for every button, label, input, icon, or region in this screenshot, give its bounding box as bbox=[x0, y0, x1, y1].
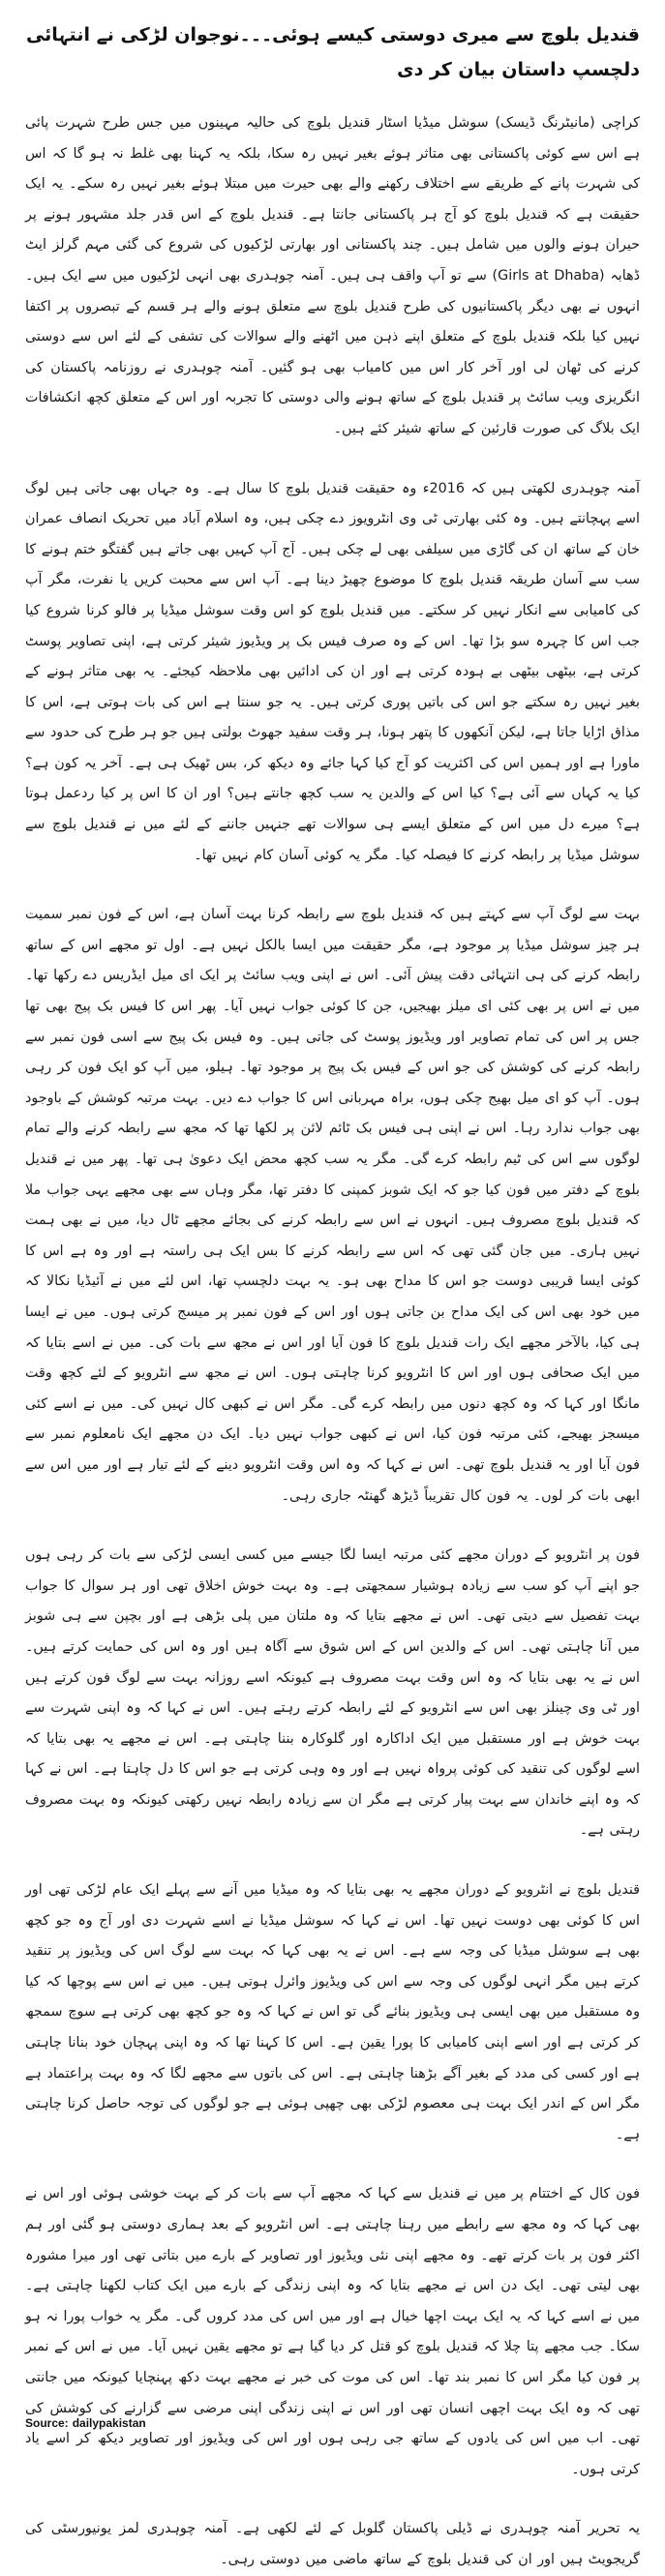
article-paragraph-5: قندیل بلوچ نے انٹرویو کے دوران مجھے یہ بھی بتایا کہ وہ میڈیا میں آنے سے پہلے ایک عام لڑکی تھی اور اس کا کوئی بھی دوست نہیں تھا۔ اس نے کہا کہ سوشل میڈیا نے اسے شہرت دی اور آج وہ جو کچھ بھی ہے سوشل میڈیا کی وجہ سے ہے۔ اس نے یہ بھی کہا کہ بہت سے لوگ اس کی ویڈیوز پر تنقید کرتے ہیں مگر انہی لوگوں کی وجہ سے اس کی ویڈیوز وائرل ہوتی ہیں۔ میں نے اس سے پوچھا کہ کیا وہ مستقبل میں بھی ایسی ہی ویڈیوز بنائے گی تو اس نے کہا کہ وہ جو کچھ بھی کرتی ہے سوچ سمجھ کر کرتی ہے اور اسے اپنی کامیابی کا پورا یقین ہے۔ اس کا کہنا تھا کہ وہ اپنی پہچان خود بنانا چاہتی ہے اور کسی کی مدد کے بغیر آگے بڑھنا چاہتی ہے۔ اس کی باتوں سے مجھے لگا کہ وہ بہت پراعتماد ہے مگر اس کے اندر ایک بہت ہی معصوم لڑکی بھی چھپی ہوئی ہے جو لوگوں کی توجہ حاصل کرنا چاہتی ہے۔ bbox=[25, 1882, 640, 2142]
article-paragraph-1: کراچی (مانیٹرنگ ڈیسک) سوشل میڈیا اسٹار قندیل بلوچ کی حالیہ مہینوں میں جس طرح شہرت پائی ہے اس سے کوئی پاکستانی بھی متاثر ہوئے بغیر نہیں رہ سکا، بلکہ یہ کہنا بھی غلط نہ ہو گا کہ اس کی شہرت پانے کے طریقے سے اختلاف رکھنے والے بھی حیرت میں مبتلا ہوئے بغیر نہیں رہ سکے۔ یہ ایک حقیقت ہے کہ قندیل بلوچ کو آج ہر پاکستانی جانتا ہے۔ قندیل بلوچ کے اس قدر جلد مشہور ہونے پر حیران ہونے والوں میں شامل ہیں۔ چند پاکستانی اور بھارتی لڑکیوں کی شروع کی گئی مہم گرلز ایٹ ڈھابہ (Girls at Dhaba) سے تو آپ واقف ہی ہیں۔ آمنہ چوہدری بھی انہی لڑکیوں میں سے ایک ہیں۔ انہوں نے بھی دیگر پاکستانیوں کی طرح قندیل بلوچ سے متعلق ہونے والے ہر قسم کے تبصروں پر اکتفا نہیں کیا بلکہ قندیل بلوچ کے متعلق اپنے ذہن میں اٹھنے والے سوالات کی تشفی کے لئے اس سے دوستی کرنے کی ٹھان لی اور آخر کار اس میں کامیاب بھی ہو گئیں۔ آمنہ چوہدری نے روزنامہ پاکستان کی انگریزی ویب سائٹ پر قندیل بلوچ کے ساتھ ہونے والی دوستی کا تجربہ اور اس کے متعلق کچھ انکشافات ایک بلاگ کی صورت قارئین کے ساتھ شیئر کئے ہیں۔ bbox=[24, 115, 640, 436]
source-label: Source: bbox=[25, 2416, 69, 2430]
article-paragraph-2: آمنہ چوہدری لکھتی ہیں کہ 2016ء وہ حقیقت قندیل بلوچ کا سال ہے۔ وہ جہاں بھی جاتی ہیں لوگ اسے پہچانتے ہیں۔ وہ کئی بھارتی ٹی وی انٹرویوز دے چکی ہیں، وہ اسلام آباد میں تحریک انصاف عمران خان کے ساتھ ان کی گاڑی میں سیلفی بھی لے چکی ہیں۔ آج آپ کہیں بھی جاتے ہیں گفتگو ختم ہونے کا سب سے آسان طریقہ قندیل بلوچ کا موضوع چھیڑ دینا ہے۔ آپ اس سے محبت کریں یا نفرت، مگر آپ کی کامیابی سے انکار نہیں کر سکتے۔ میں قندیل بلوچ کو اس وقت سوشل میڈیا پر فالو کرنا شروع کیا جب اس کا چہرہ سو بڑا تھا۔ اس کے وہ صرف فیس بک پر ویڈیوز شیئر کرتی ہے، اپنی تصاویر پوسٹ کرتی ہے، بیٹھی بیٹھی بے ہودہ کرتی ہے اور ان کی ادائیں بھی ملاحظہ کیجئے۔ یہ بھی متاثر ہونے کے بغیر نہیں رہ سکتے جو اس کی باتیں پوری کرتی ہیں۔ یہ جو سنتا ہے اس کی بات ہوتی ہے، اس کا مذاق اڑایا جاتا ہے، لیکن آنکھوں کا پتھر ہونا، ہر وقت سفید جھوٹ بولتی ہیں جو ہر طرح کی حدود سے ماورا ہے اور ہمیں اس کی اکثریت کو آج کیا کہا جائے وہ دیکھ کر، بس ٹھیک ہی ہے۔ آخر یہ کون ہے؟ کیا یہ کہاں سے آئی ہے؟ کیا اس کے والدین یہ سب کچھ جانتے ہیں؟ اور ان کا اس پر کیا ردعمل ہوتا ہے؟ میرے دل میں اس کے متعلق ایسے ہی سوالات تھے جنہیں جاننے کے لئے میں نے قندیل بلوچ سے سوشل میڈیا پر رابطہ کرنے کا فیصلہ کیا۔ مگر یہ کوئی آسان کام نہیں تھا۔ bbox=[25, 480, 640, 863]
article-paragraph-6: فون کال کے اختتام پر میں نے قندیل سے کہا کہ مجھے آپ سے بات کر کے بہت خوشی ہوئی اور اس نے بھی کہا کہ وہ مجھ سے رابطے میں رہنا چاہتی ہے۔ اس انٹرویو کے بعد ہماری دوستی ہو گئی اور ہم اکثر فون پر بات کرتے تھے۔ وہ مجھے اپنی نئی ویڈیوز اور تصاویر کے بارے میں بتاتی تھی اور میرا مشورہ بھی لیتی تھی۔ ایک دن اس نے مجھے بتایا کہ وہ اپنی زندگی کے بارے میں ایک کتاب لکھنا چاہتی ہے۔ میں نے اسے کہا کہ یہ ایک بہت اچھا خیال ہے اور میں اس کی مدد کروں گی۔ مگر یہ خواب پورا نہ ہو سکا۔ جب مجھے پتا چلا کہ قندیل بلوچ کو قتل کر دیا گیا ہے تو مجھے یقین نہیں آیا۔ میں نے اس کے نمبر پر فون کیا مگر اس کا نمبر بند تھا۔ اس کی موت کی خبر نے مجھے بہت دکھ پہنچایا کیونکہ میں جانتی تھی کہ وہ ایک بہت اچھی انسان تھی اور اس نے اپنی زندگی اپنی مرضی سے گزارنے کی کوشش کی تھی۔ اب میں اس کی یادوں کے ساتھ جی رہی ہوں اور اس کی ویڈیوز اور تصاویر دیکھ کر اسے یاد کرتی ہوں۔ bbox=[25, 2186, 640, 2477]
article-headline: قندیل بلوچ سے میری دوستی کیسے ہوئی۔۔۔نوجوان لڑکی نے انتہائی دلچسپ داستان بیان کر دی bbox=[25, 24, 640, 80]
source-credit bbox=[25, 2416, 146, 2430]
article-paragraph-7: یہ تحریر آمنہ چوہدری نے ڈیلی پاکستان گلوبل کے لئے لکھی ہے۔ آمنہ چوہدری لمز یونیورسٹی کی گریجویٹ ہیں اور ان کی قندیل بلوچ کے ساتھ ماضی میں دوستی رہی۔ bbox=[25, 2521, 640, 2567]
article-paragraph-3: بہت سے لوگ آپ سے کہتے ہیں کہ قندیل بلوچ سے رابطہ کرنا بہت آسان ہے، اس کے فون نمبر سمیت ہر چیز سوشل میڈیا پر موجود ہے، مگر حقیقت میں ایسا بالکل نہیں ہے۔ اول تو مجھے اس کے ساتھ رابطہ کرنے کی ہی انتہائی دقت پیش آئی۔ اس نے اپنی ویب سائٹ پر ایک ای میل ایڈریس دے رکھا تھا۔ میں نے اس پر بھی کئی ای میلز بھیجیں، جن کا کوئی جواب نہیں آیا۔ پھر اس کا فیس بک پیج بھی تھا جس پر اس کی تمام تصاویر اور ویڈیوز پوسٹ کی جاتی ہیں۔ وہ فیس بک پیج سے اسی فون نمبر سے رابطہ کرنے کی کوشش کی جو اس کے فیس بک پیج پر موجود تھا۔ ہیلو، میں آپ کو ایک فون کر رہی ہوں۔ آپ کو ای میل بھیج چکی ہوں، براہ مہربانی اس کا جواب دے دیں۔ بہت مرتبہ کوشش کے باوجود بھی جواب ندارد رہا۔ اس نے اپنی ہی فیس بک ٹائم لائن پر لکھا تھا کہ مجھ سے رابطہ کرنے والے تمام لوگوں سے اس کی ٹیم رابطہ کرے گی۔ مگر یہ سب کچھ محض ایک دعویٰ ہی تھا۔ پھر میں نے قندیل بلوچ کے دفتر میں فون کیا جو کہ ایک شوبز کمپنی کا دفتر تھا، مگر وہاں سے بھی مجھے یہی جواب ملا کہ قندیل بلوچ مصروف ہیں۔ انہوں نے اس سے رابطہ کرنے کی بجائے مجھے ٹال دیا، میں نے بھی ہمت نہیں ہاری۔ میں جان گئی تھی کہ اس سے رابطہ کرنے کا بس ایک ہی راستہ ہے اور وہ ہے اس کا کوئی ایسا قریبی دوست جو اس کا مداح بھی ہو۔ یہ بہت دلچسپ تھا، اس لئے میں نے آئیڈیا نکالا کہ میں خود بھی اس کی ایک مداح بن جاتی ہوں اور اس کے فون نمبر پر میسج کرتی ہوں۔ میں نے ایسا ہی کیا، بالآخر مجھے ایک رات قندیل بلوچ کا فون آیا اور اس نے مجھ سے بات کی۔ میں نے اسے بتایا کہ میں ایک صحافی ہوں اور اس کا انٹرویو کرنا چاہتی ہوں۔ اس نے مجھ سے انٹرویو کے لئے کچھ وقت مانگا اور کہا کہ وہ کچھ دنوں میں رابطہ کرے گی۔ مگر اس نے کبھی کال نہیں کی۔ میں نے اسے کئی میسجز بھیجے، کئی مرتبہ فون کیا، اس نے کبھی جواب نہیں دیا۔ ایک دن مجھے ایک نامعلوم نمبر سے فون آیا اور یہ قندیل بلوچ تھی۔ اس نے کہا کہ وہ اس وقت انٹرویو دینے کے لئے تیار ہے اور میں اس سے ابھی بات کر لوں۔ یہ فون کال تقریباً ڈیڑھ گھنٹہ جاری رہی۔ bbox=[25, 907, 640, 1504]
article-paragraph-4: فون پر انٹرویو کے دوران مجھے کئی مرتبہ ایسا لگا جیسے میں کسی ایسی لڑکی سے بات کر رہی ہوں جو اپنے آپ کو سب سے زیادہ ہوشیار سمجھتی ہے۔ وہ بہت خوش اخلاق تھی اور ہر سوال کا جواب بہت تفصیل سے دیتی تھی۔ اس نے مجھے بتایا کہ وہ ملتان میں پلی بڑھی ہے اور بچپن سے ہی شوبز میں آنا چاہتی تھی۔ اس کے والدین اس کے اس شوق سے آگاہ ہیں اور وہ اس کی حمایت کرتے ہیں۔ اس نے یہ بھی بتایا کہ وہ اس وقت بہت مصروف ہے کیونکہ اسے روزانہ بہت سے لوگ فون کرتے ہیں اور ٹی وی چینلز بھی اس سے انٹرویو کے لئے رابطہ کرتے رہتے ہیں۔ اس نے کہا کہ وہ اپنی شہرت سے بہت خوش ہے اور مستقبل میں ایک اداکارہ اور گلوکارہ بننا چاہتی ہے۔ اس نے مجھے یہ بھی بتایا کہ اسے لوگوں کی تنقید کی کوئی پرواہ نہیں ہے اور وہ وہی کرتی ہے جو اس کا دل چاہتا ہے۔ اس نے کہا کہ وہ اپنے خاندان سے بہت پیار کرتی ہے مگر ان سے زیادہ رابطہ نہیں رکھتی کیونکہ وہ بہت مصروف رہتی ہے۔ bbox=[25, 1547, 640, 1839]
source-name: dailypakistan bbox=[72, 2416, 146, 2430]
